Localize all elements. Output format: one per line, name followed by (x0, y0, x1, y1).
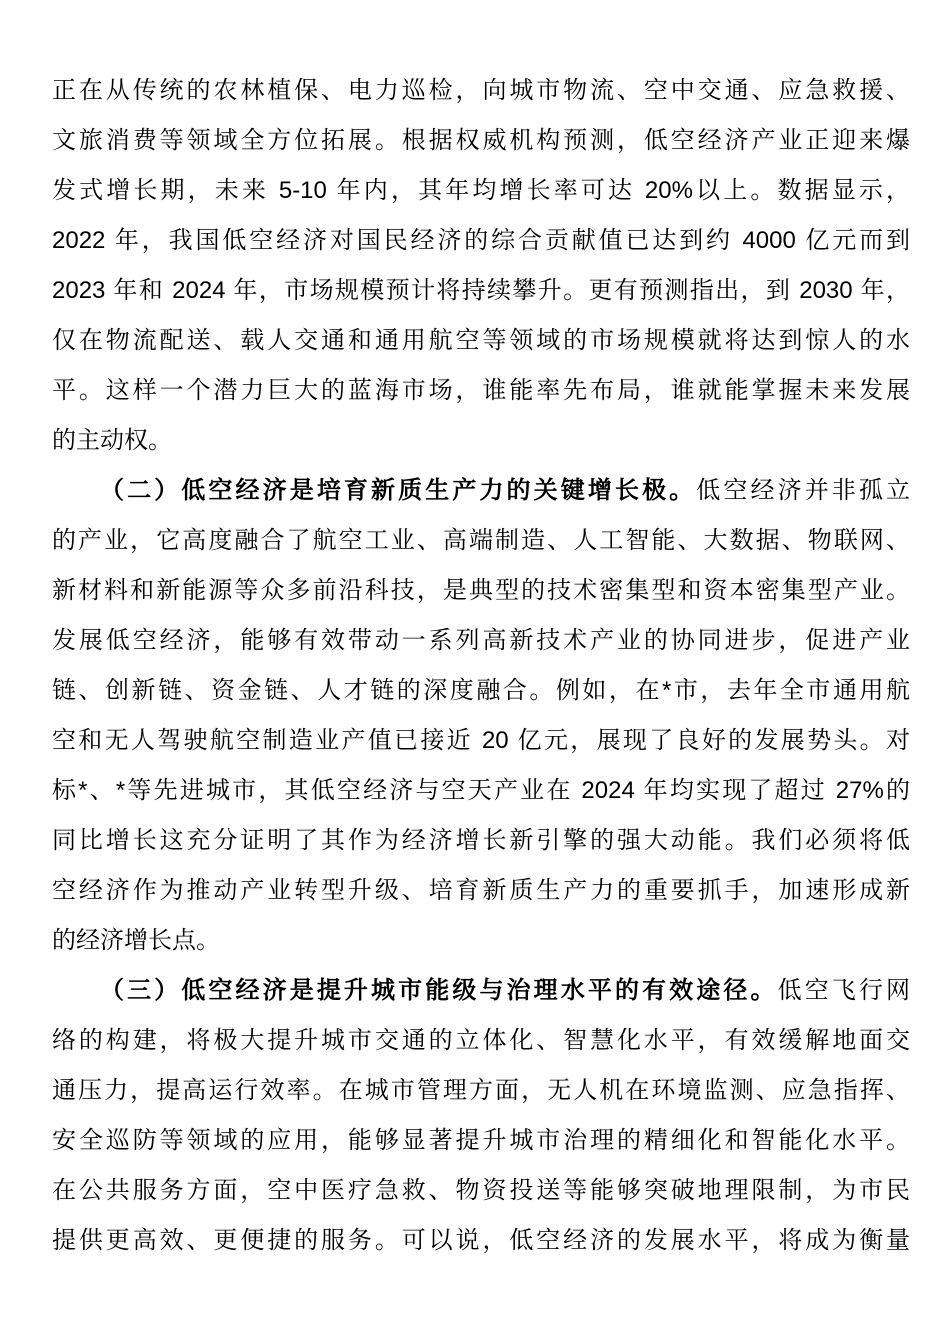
text-line (52, 466, 910, 516)
text-segment: 低空经济并非孤立 (696, 477, 910, 504)
text-line (52, 716, 910, 766)
text-segment: 空经济作为推动产业转型升级、培育新质生产力的重要抓手，加速形成新 (52, 877, 910, 904)
text-line (52, 966, 910, 1016)
text-line (52, 266, 910, 316)
text-line (52, 166, 910, 216)
text-segment: 提供更高效、更便捷的服务。可以说，低空经济的发展水平，将成为衡量 (52, 1227, 910, 1254)
text-line (52, 616, 910, 666)
text-line (52, 816, 910, 866)
text-segment: 平。这样一个潜力巨大的蓝海市场，谁能率先布局，谁就能掌握未来发展 (52, 377, 910, 404)
text-line (52, 1066, 910, 1116)
text-segment: 发展低空经济，能够有效带动一系列高新技术产业的协同进步，促进产业 (52, 627, 910, 654)
text-line (52, 116, 910, 166)
text-line (52, 1016, 910, 1066)
text-line (52, 916, 910, 966)
text-segment: 的主动权。 (52, 427, 172, 454)
text-segment: 同比增长这充分证明了其作为经济增长新引擎的强大动能。我们必须将低 (52, 827, 910, 854)
text-line (52, 766, 910, 816)
paragraph-continuation (52, 66, 910, 466)
text-line (52, 366, 910, 416)
paragraph-section-2 (52, 466, 910, 966)
text-line (52, 666, 910, 716)
text-segment: 安全巡防等领域的应用，能够显著提升城市治理的精细化和智能化水平。 (52, 1127, 910, 1154)
text-line (52, 66, 910, 116)
text-segment: 标*、*等先进城市，其低空经济与空天产业在 2024 年均实现了超过 27%的 (52, 777, 910, 804)
text-line (52, 216, 910, 266)
text-line (52, 1166, 910, 1216)
text-segment: 络的构建，将极大提升城市交通的立体化、智慧化水平，有效缓解地面交 (52, 1027, 910, 1054)
text-line (52, 866, 910, 916)
section-heading-segment: （三）低空经济是提升城市能级与治理水平的有效途径。 (100, 977, 778, 1004)
text-segment: 正在从传统的农林植保、电力巡检，向城市物流、空中交通、应急救援、 (52, 77, 910, 104)
text-segment: 2022 年，我国低空经济对国民经济的综合贡献值已达到约 4000 亿元而到 (52, 227, 910, 254)
text-segment: 新材料和新能源等众多前沿科技，是典型的技术密集型和资本密集型产业。 (52, 577, 910, 604)
text-segment: 文旅消费等领域全方位拓展。根据权威机构预测，低空经济产业正迎来爆 (52, 127, 910, 154)
text-segment: 仅在物流配送、载人交通和通用航空等领域的市场规模就将达到惊人的水 (52, 327, 910, 354)
section-heading-segment: （二）低空经济是培育新质生产力的关键增长极。 (100, 477, 697, 504)
text-line (52, 1216, 910, 1266)
text-line (52, 316, 910, 366)
text-line (52, 516, 910, 566)
paragraph-section-3 (52, 966, 910, 1266)
text-segment: 发式增长期，未来 5-10 年内，其年均增长率可达 20%以上。数据显示， (52, 177, 910, 204)
text-segment: 在公共服务方面，空中医疗急救、物资投送等能够突破地理限制，为市民 (52, 1177, 910, 1204)
text-line (52, 1116, 910, 1166)
text-segment: 链、创新链、资金链、人才链的深度融合。例如，在*市，去年全市通用航 (52, 677, 910, 704)
text-segment: 的产业，它高度融合了航空工业、高端制造、人工智能、大数据、物联网、 (52, 527, 910, 554)
text-segment: 通压力，提高运行效率。在城市管理方面，无人机在环境监测、应急指挥、 (52, 1077, 910, 1104)
text-segment: 2023 年和 2024 年，市场规模预计将持续攀升。更有预测指出，到 2030 年， (52, 277, 910, 304)
text-block (52, 66, 910, 1266)
text-segment: 空和无人驾驶航空制造业产值已接近 20 亿元，展现了良好的发展势头。对 (52, 727, 910, 754)
text-line (52, 416, 910, 466)
text-segment: 的经济增长点。 (52, 927, 220, 954)
text-segment: 低空飞行网 (777, 977, 910, 1004)
text-line (52, 566, 910, 616)
